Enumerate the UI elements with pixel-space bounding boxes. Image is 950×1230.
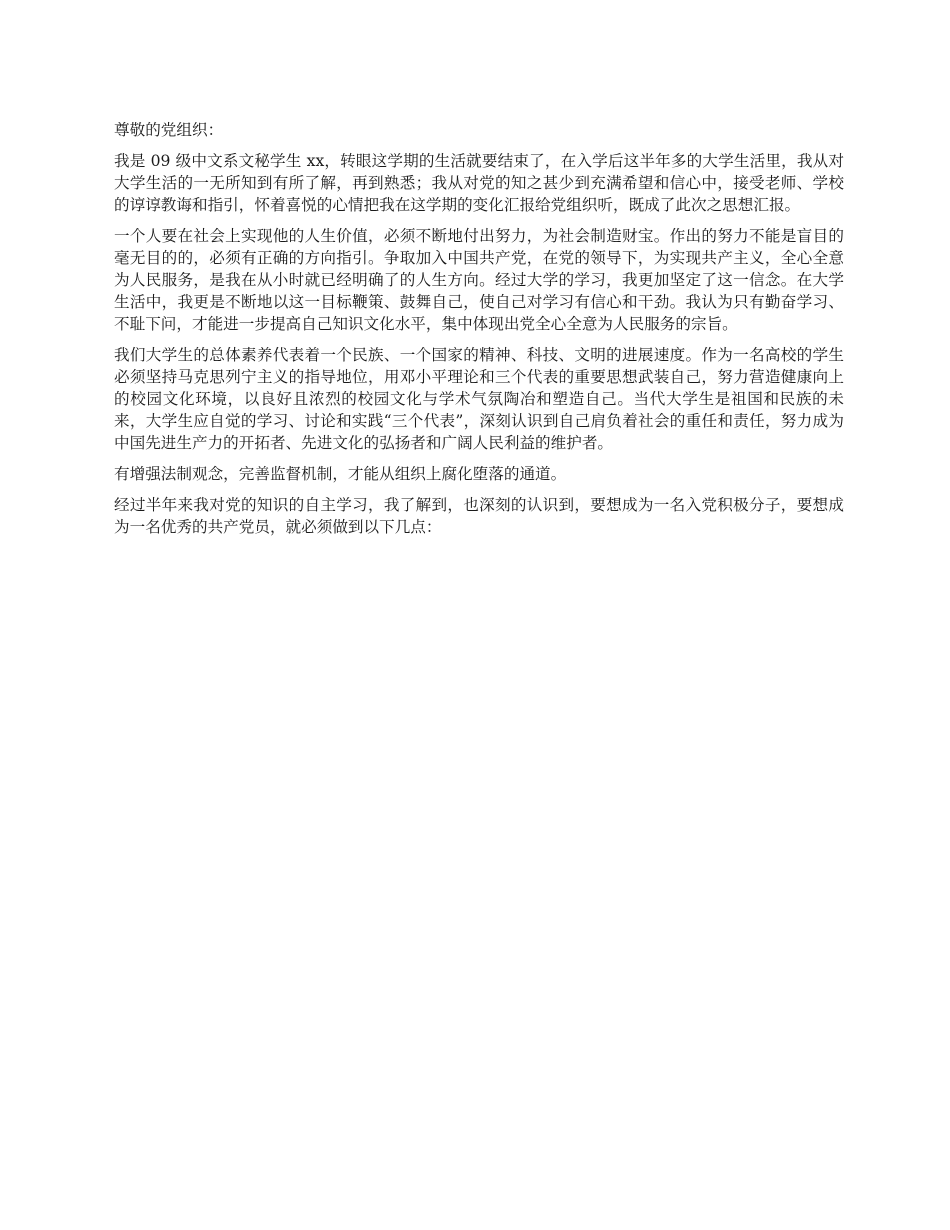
salutation: 尊敬的党组织： <box>114 121 224 139</box>
paragraph-3: 我们大学生的总体素养代表着一个民族、一个国家的精神、科技、文明的进展速度。作为一名高校的学生必须坚持马克思列宁主义的指导地位，用邓小平理论和三个代表的重要思想武装自己，努力营造健康向上的校园文化环境，以良好且浓烈的校园文化与学术气氛陶冶和塑造自己。当代大学生是祖国和民族的未来，大学生应自觉的学习、讨论和实践“三个代表”，深刻认识到自己肩负着社会的重任和责任，努力成为中国先进生产力的开拓者、先进文化的弘扬者和广阔人民利益的维护者。 <box>114 346 844 452</box>
paragraph-5: 经过半年来我对党的知识的自主学习，我了解到，也深刻的认识到，要想成为一名入党积极分子，要想成为一名优秀的共产党员，就必须做到以下几点： <box>114 496 844 536</box>
paragraph-2: 一个人要在社会上实现他的人生价值，必须不断地付出努力，为社会制造财宝。作出的努力不能是盲目的毫无目的的，必须有正确的方向指引。争取加入中国共产党，在党的领导下，为实现共产主义，全心全意为人民服务，是我在从小时就已经明确了的人生方向。经过大学的学习，我更加坚定了这一信念。在大学生活中，我更是不断地以这一目标鞭策、鼓舞自己，使自己对学习有信心和干劲。我认为只有勤奋学习、不耻下问，才能进一步提高自己知识文化水平，集中体现出党全心全意为人民服务的宗旨。 <box>114 227 844 333</box>
paragraph-4: 有增强法制观念，完善监督机制，才能从组织上腐化堕落的通道。 <box>114 465 567 483</box>
paragraph-1: 我是 09 级中文系文秘学生 xx，转眼这学期的生活就要结束了，在入学后这半年多的大学生活里，我从对大学生活的一无所知到有所了解，再到熟悉；我从对党的知之甚少到充满希望和信心中，接受老师、学校的谆谆教诲和指引，怀着喜悦的心情把我在这学期的变化汇报给党组织听，既成了此次之思想汇报。 <box>114 152 844 214</box>
document-body <box>114 119 844 547</box>
